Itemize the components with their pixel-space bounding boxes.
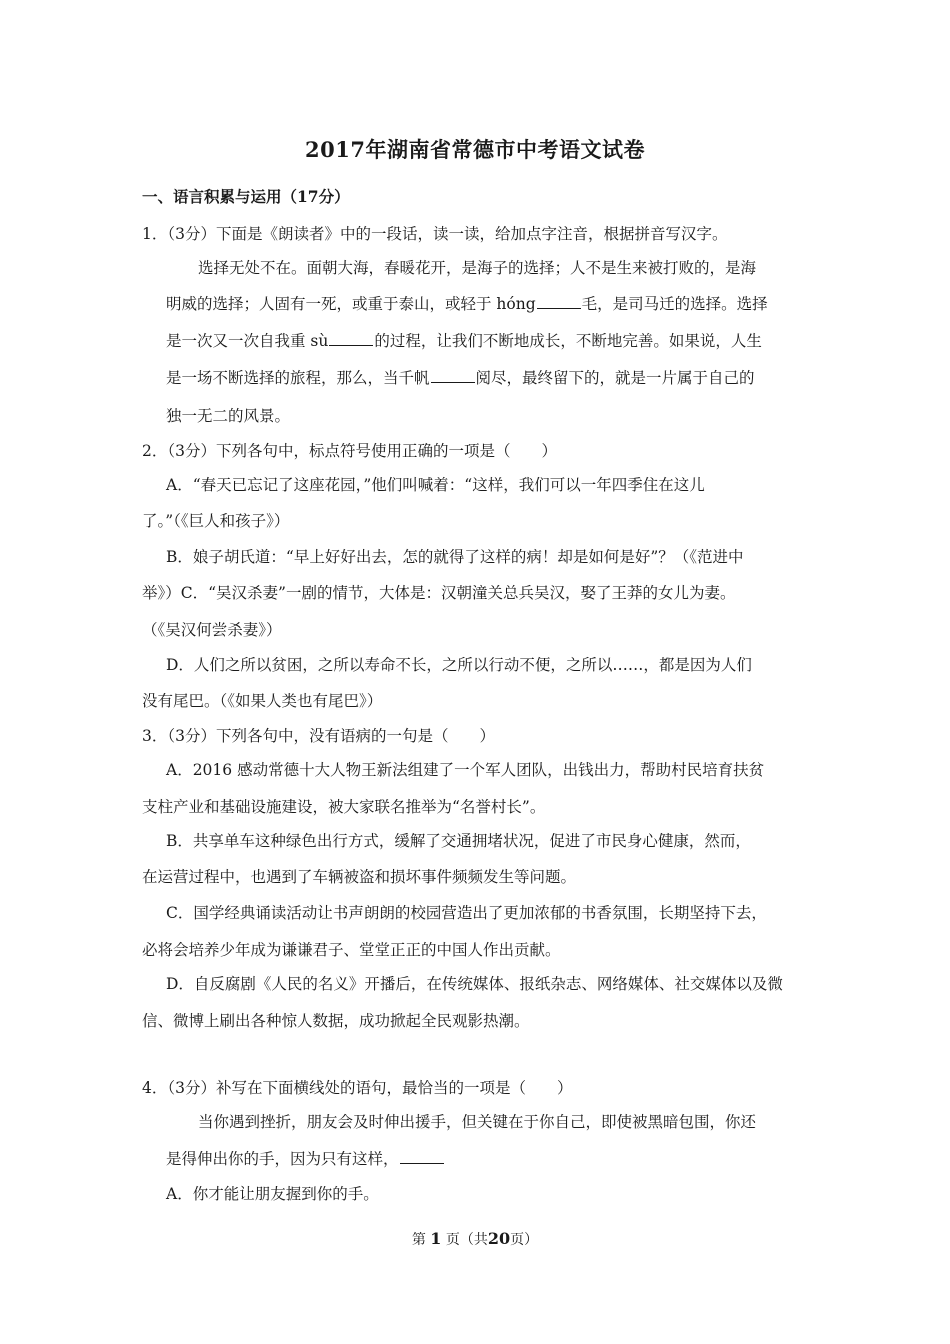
q3-option-c-line-2: 必将会培养少年成为谦谦君子、堂堂正正的中国人作出贡献。 (142, 941, 561, 959)
footer-middle: 页（共 (445, 1232, 488, 1248)
q2-option-a-line-2: 了。”（《巨人和孩子》） (142, 512, 290, 530)
q2-option-b-line-2: 举》）C．“吴汉杀妻”一剧的情节，大体是：汉朝潼关总兵吴汉，娶了王莽的女儿为妻。 (142, 584, 736, 602)
q3-stem: 3．（3分）下列各句中，没有语病的一句是（ ） (142, 727, 495, 745)
q1-passage-line-4-a: 是一场不断选择的旅程，那么，当千帆 (166, 369, 430, 387)
q1-passage-line-2-b: 毛，是司马迁的选择。选择 (581, 295, 768, 313)
q2-option-a-line-1: A．“春天已忘记了这座花园，”他们叫喊着：“这样，我们可以一年四季住在这儿 (166, 476, 705, 494)
fill-blank-fan[interactable] (431, 368, 475, 383)
q1-passage-line-4-b: 阅尽，最终留下的，就是一片属于自己的 (475, 369, 755, 387)
page-title: 2017年湖南省常德市中考语文试卷 (305, 137, 645, 162)
q1-passage-line-3-b: 的过程，让我们不断地成长，不断地完善。如果说，人生 (374, 332, 762, 350)
q3-option-a-line-1: A．2016 感动常德十大人物王新法组建了一个军人团队，出钱出力，帮助村民培育扶贫 (166, 761, 765, 779)
fill-blank-q4[interactable] (400, 1149, 444, 1164)
q3-option-c-line-1: C．国学经典诵读活动让书声朗朗的校园营造出了更加浓郁的书香氛围，长期坚持下去， (166, 904, 767, 922)
q4-stem: 4．（3分）补写在下面横线处的语句，最恰当的一项是（ ） (142, 1079, 573, 1097)
q2-option-d-line-2: 没有尾巴。（《如果人类也有尾巴》） (142, 692, 383, 710)
q4-passage-line-2-text: 是得伸出你的手，因为只有这样， (166, 1150, 399, 1168)
q3-option-a-line-2: 支柱产业和基础设施建设，被大家联名推举为“名誉村长”。 (142, 798, 546, 816)
q1-stem: 1．（3分）下面是《朗读者》中的一段话，读一读，给加点字注音，根据拼音写汉字。 (142, 225, 728, 243)
footer-prefix: 第 (411, 1232, 426, 1248)
page-total: 20 (487, 1229, 511, 1248)
q1-passage-line-2-a: 明威的选择；人固有一死，或重于泰山，或轻于 hóng (166, 295, 536, 313)
q1-passage-line-4 (166, 367, 755, 389)
q1-passage-line-3 (166, 330, 762, 352)
q3-option-b-line-1: B．共享单车这种绿色出行方式，缓解了交通拥堵状况，促进了市民身心健康，然而， (166, 832, 751, 850)
q3-option-b-line-2: 在运营过程中，也遇到了车辆被盗和损坏事件频频发生等问题。 (142, 868, 577, 886)
q1-passage-line-2 (166, 293, 768, 315)
q2-option-c-source: （《吴汉何尝杀妻》） (142, 621, 282, 639)
q1-passage-line-1: 选择无处不在。面朝大海，春暖花开，是海子的选择；人不是生来被打败的，是海 (198, 259, 757, 277)
fill-blank-su[interactable] (329, 331, 373, 346)
page-number: 1 (430, 1229, 442, 1248)
q4-passage-line-2 (166, 1148, 445, 1170)
q2-option-b-line-1: B．娘子胡氏道：“早上好好出去，怎的就得了这样的病！却是如何是好”？（《范进中 (166, 548, 744, 566)
q1-passage-line-5: 独一无二的风景。 (166, 407, 291, 425)
q2-option-d-line-1: D．人们之所以贫困，之所以寿命不长，之所以行动不便，之所以……，都是因为人们 (166, 656, 752, 674)
q2-stem: 2．（3分）下列各句中，标点符号使用正确的一项是（ ） (142, 442, 557, 460)
q4-passage-line-1: 当你遇到挫折，朋友会及时伸出援手，但关键在于你自己，即使被黑暗包围，你还 (198, 1113, 757, 1131)
q3-option-d-line-2: 信、微博上刷出各种惊人数据，成功掀起全民观影热潮。 (142, 1012, 530, 1030)
section-heading-1: 一、语言积累与运用（17分） (142, 187, 350, 206)
q4-option-a: A．你才能让朋友握到你的手。 (166, 1185, 379, 1203)
q1-passage-line-3-a: 是一次又一次自我重 sù (166, 332, 329, 350)
q3-option-d-line-1: D．自反腐剧《人民的名义》开播后，在传统媒体、报纸杂志、网络媒体、社交媒体以及微 (166, 975, 783, 993)
page-footer (0, 1229, 950, 1249)
footer-suffix: 页） (510, 1232, 539, 1248)
fill-blank-hong[interactable] (537, 294, 581, 309)
